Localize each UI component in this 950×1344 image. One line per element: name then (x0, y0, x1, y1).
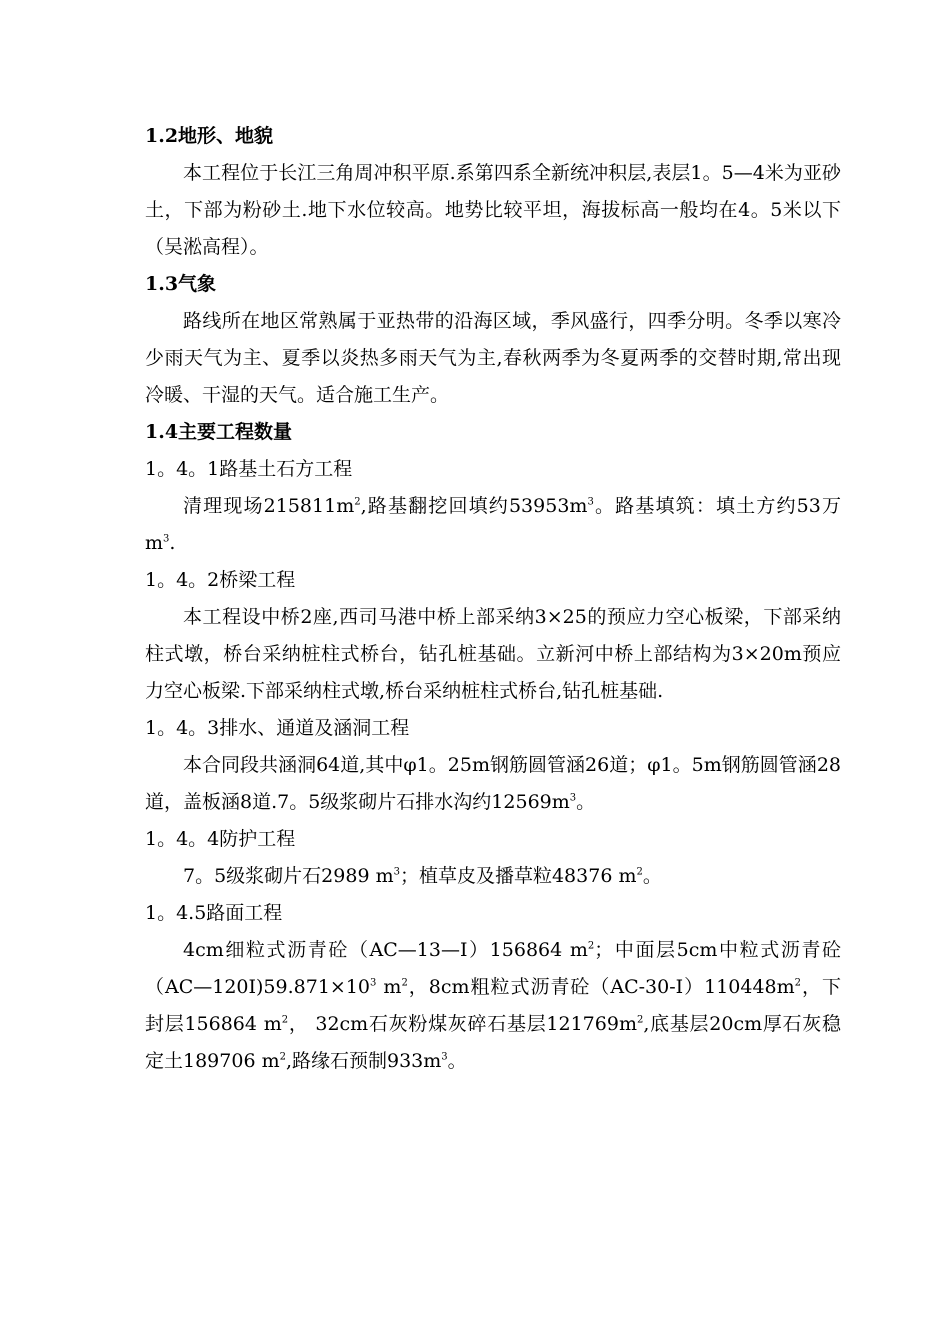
subsection-heading-1-4-5: 1。4.5路面工程 (145, 902, 283, 924)
text-run: ,路基翻挖回填约53953m (360, 495, 588, 517)
superscript: 3 (569, 792, 577, 804)
subsection-heading-1-4-3: 1。4。3排水、通道及涵洞工程 (145, 717, 410, 739)
paragraph-bridges: 本工程设中桥2座,西司马港中桥上部采纳3×25的预应力空心板梁，下部采纳柱式墩，桥台采纳桩柱式桥台，钻孔桩基础。立新河中桥上部结构为3×20m预应力空心板梁.下部采纳柱式墩,桥台采纳桩柱式桥台,钻孔桩基础. (145, 606, 841, 702)
superscript: 3 (587, 496, 594, 508)
superscript: 3 (441, 1051, 448, 1063)
superscript: 2 (401, 977, 408, 989)
text-run: 。 (642, 865, 662, 887)
text-run: 清理现场215811m (183, 495, 355, 517)
superscript: 2 (354, 496, 361, 508)
subsection-heading-1-4-1: 1。4。1路基土石方工程 (145, 458, 353, 480)
subsection-heading-1-4-4: 1。4。4防护工程 (145, 828, 296, 850)
superscript: 2 (636, 866, 643, 878)
superscript: 2 (587, 940, 595, 952)
text-run: 7。5级浆砌片石2989 m (183, 865, 394, 887)
text-run: 。路基填筑：填土方约53万m (145, 495, 841, 554)
text-run: 。 (447, 1050, 467, 1072)
text-run: . (169, 532, 176, 554)
paragraph-terrain: 本工程位于长江三角周冲积平原.系第四系全新统冲积层,表层1。5—4米为亚砂土，下部为粉砂土.地下水位较高。地势比较平坦，海拔标高一般均在4。5米以下（吴淞高程）。 (145, 162, 841, 258)
paragraph-climate: 路线所在地区常熟属于亚热带的沿海区域，季风盛行，四季分明。冬季以寒冷少雨天气为主、夏季以炎热多雨天气为主,春秋两季为冬夏两季的交替时期,常出现冷暖、干湿的天气。适合施工生产。 (145, 310, 841, 406)
text-run: ,路缘石预制933m (285, 1050, 442, 1072)
text-run: 本合同段共涵洞64道,其中φ1。25m钢筋圆管涵26道；φ1。5m钢筋圆管涵28道，盖板涵8道.7。5级浆砌片石排水沟约12569m (145, 754, 841, 813)
superscript: 3 (163, 533, 170, 545)
text-run: ，下封层156864 m (145, 976, 841, 1035)
superscript: 2 (279, 1051, 286, 1063)
text-run: 4cm细粒式沥青砼（AC—13—I）156864 m (183, 939, 588, 961)
text-run: ；中面层5cm中粒式沥青砼（AC—120I)59.871×10 (145, 939, 841, 998)
text-run: 。 (576, 791, 596, 813)
text-run: ,底基层20cm厚石灰稳定土189706 m (145, 1013, 842, 1072)
text-run: ；植草皮及播草粒48376 m (399, 865, 637, 887)
paragraph-drainage (145, 747, 841, 821)
paragraph-earthwork (145, 488, 841, 562)
text-run: ， 32cm石灰粉煤灰碎石基层121769m (288, 1013, 637, 1035)
section-heading-1-3: 1.3气象 (145, 273, 217, 295)
subsection-heading-1-4-2: 1。4。2桥梁工程 (145, 569, 296, 591)
text-run: m (376, 976, 402, 998)
superscript: 3 (370, 977, 377, 989)
section-heading-1-4: 1.4主要工程数量 (145, 421, 293, 443)
section-heading-1-2: 1.2地形、地貌 (145, 125, 274, 147)
superscript: 2 (636, 1014, 644, 1026)
document-body (145, 118, 841, 1080)
text-run: ，8cm粗粒式沥青砼（AC-30-I）110448m (407, 976, 795, 998)
paragraph-pavement (145, 932, 841, 1080)
superscript: 2 (281, 1014, 289, 1026)
superscript: 2 (794, 977, 802, 989)
superscript: 3 (393, 866, 400, 878)
paragraph-protection (145, 858, 841, 895)
